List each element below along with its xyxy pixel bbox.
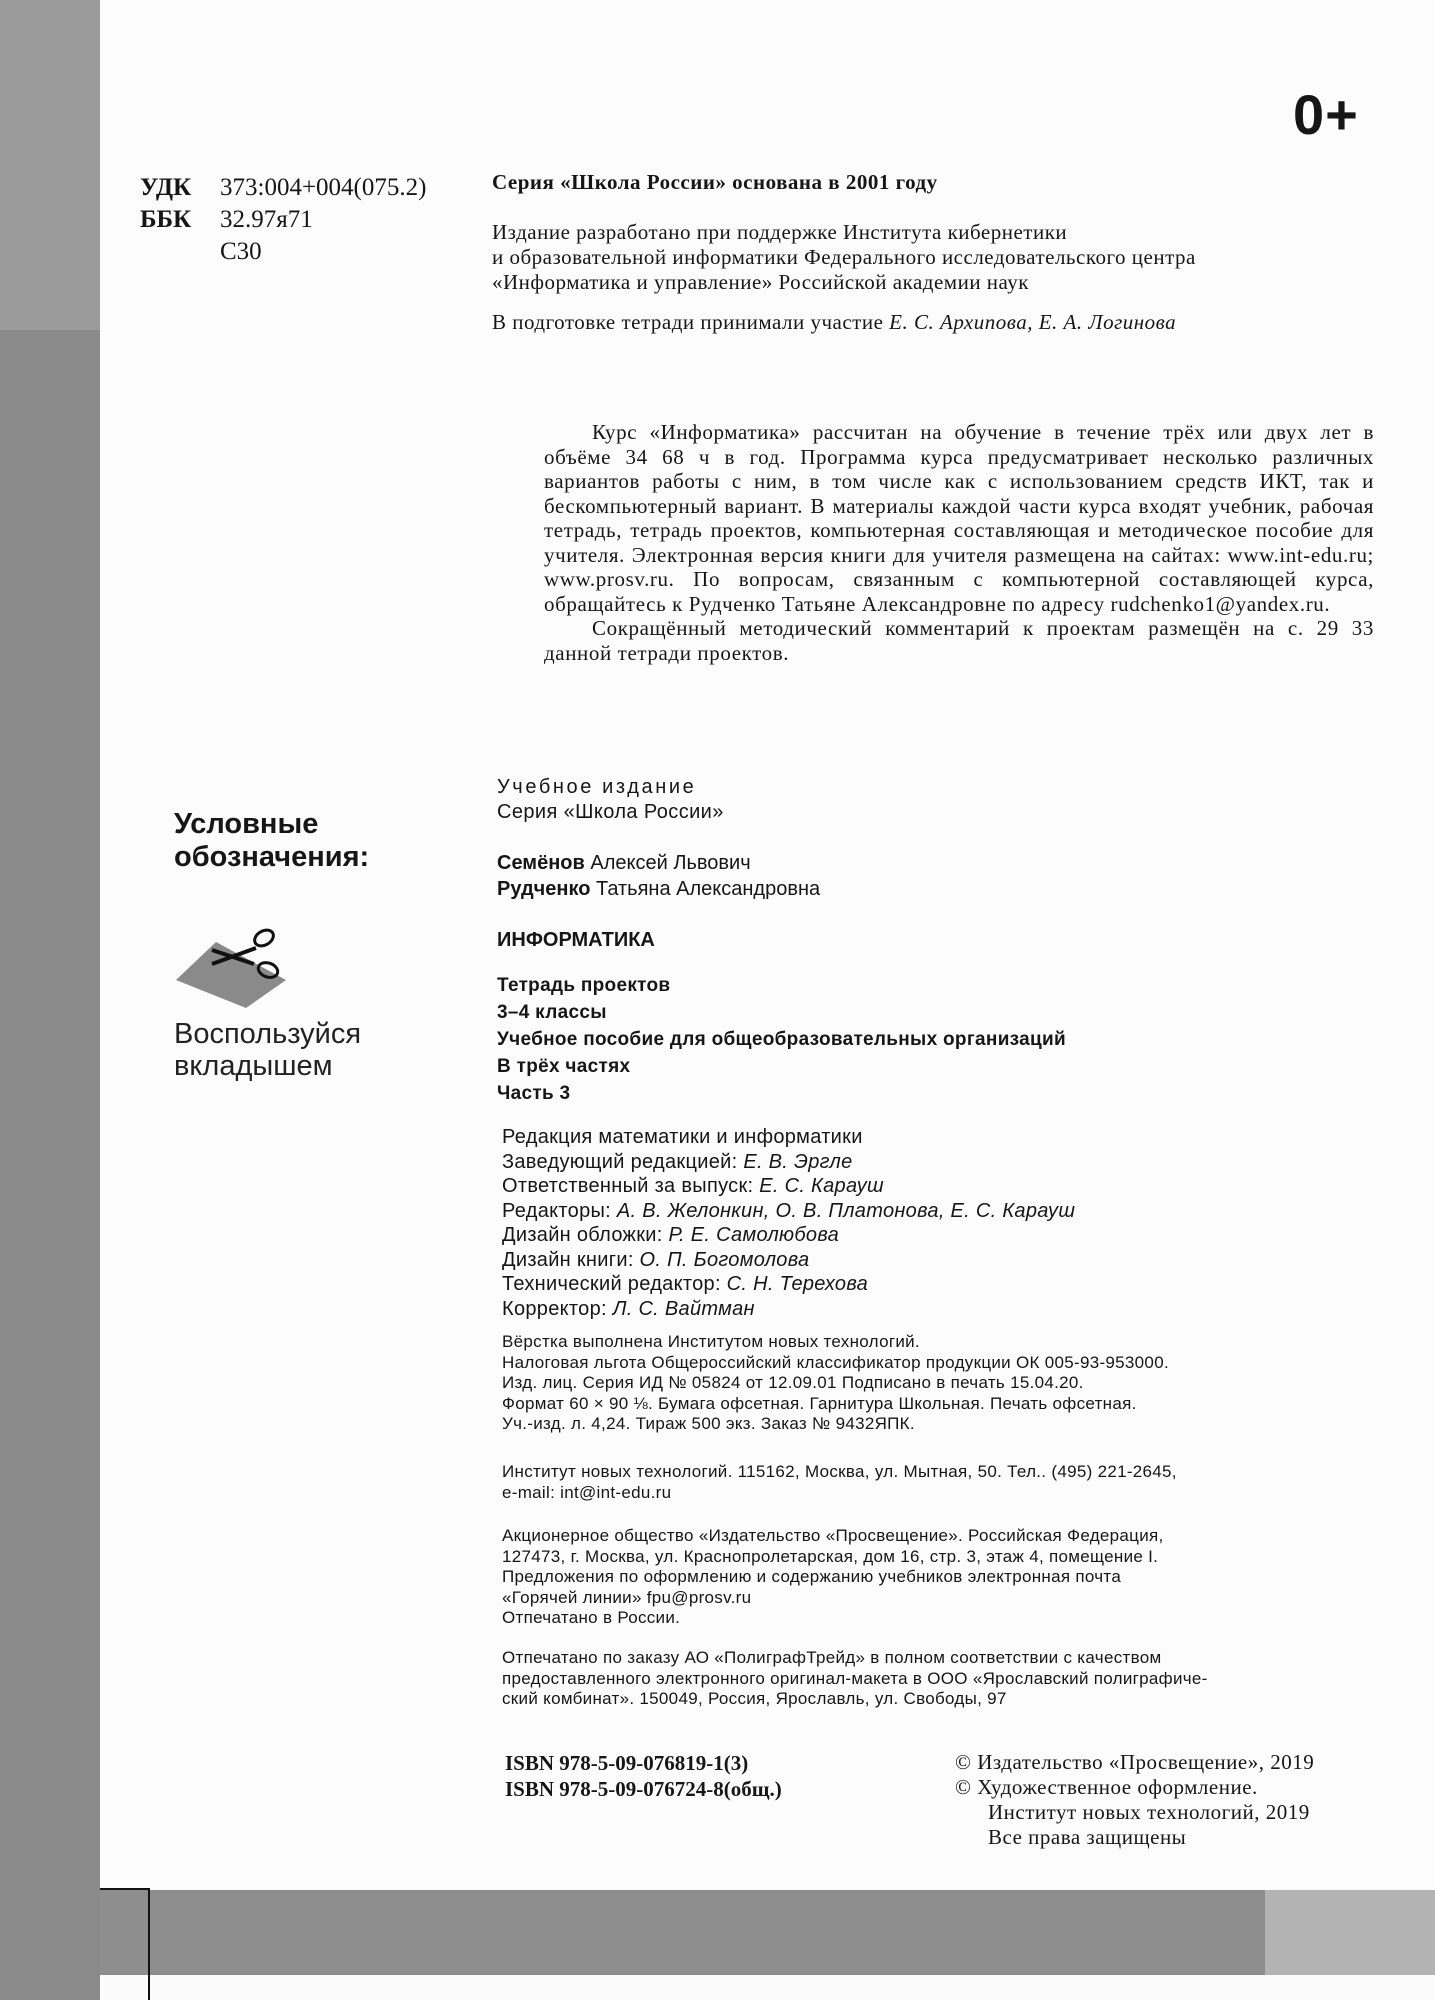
staff-role: Редакторы:: [502, 1199, 612, 1222]
legend-text-line: Воспользуйся: [174, 1018, 362, 1050]
staff-row: [502, 1223, 1075, 1248]
author-name: Алексей Львович: [590, 852, 751, 874]
staff-row: [502, 1199, 1075, 1224]
bottom-gray-band: [100, 1890, 1435, 1975]
staff-names: Л. С. Вайтман: [612, 1297, 755, 1320]
print-line: Уч.-изд. л. 4,24. Тираж 500 экз. Заказ № 9432ЯПК.: [502, 1414, 915, 1433]
publisher-line: Отпечатано в России.: [502, 1608, 681, 1627]
publisher-info: [502, 1526, 1362, 1629]
bbk-key: ББК: [140, 206, 192, 233]
course-paragraph: Курс «Информатика» рассчитан на обучение в течение трёх или двух лет в объёме 34 68 ч в год. Программа курса предусматривает несколько различных вариантов работы с ним, в том числе как с использованием средств ИКТ, так и бескомпьютерный вариант. В материалы каждой части курса входят учебник, рабочая тетрадь, тетрадь проектов, компьютерная составляющая и методическое пособие для учителя. Электронная версия книги для учителя размещена на сайтах: www.int-edu.ru; www.prosv.ru. По вопросам, связанным с компьютерной составляющей курса, обращайтесь к Рудченко Татьяне Александровне по адресу rudchenko1@yandex.ru.: [544, 420, 1374, 616]
print-info: [502, 1332, 1362, 1435]
staff-names: Р. Е. Самолюбова: [668, 1224, 840, 1246]
staff-row: [502, 1248, 1075, 1273]
legend-title-line: обозначения:: [174, 841, 370, 873]
author: [497, 850, 820, 876]
udk-row: [140, 172, 426, 204]
edition-type: Учебное издание: [497, 776, 697, 798]
bbk-value: 32.97я71: [220, 206, 313, 233]
print-line: Изд. лиц. Серия ИД № 05824 от 12.09.01 Подписано в печать 15.04.20.: [502, 1373, 1084, 1392]
staff-role: Дизайн книги:: [502, 1248, 634, 1271]
editorial-staff: [502, 1125, 1075, 1321]
edition-header: [497, 775, 724, 825]
legend-text-line: вкладышем: [174, 1050, 333, 1082]
staff-names: А. В. Желонкин, О. В. Платонова, Е. С. Карауш: [616, 1199, 1076, 1222]
staff-role: Ответственный за выпуск:: [502, 1175, 754, 1197]
crop-mark-horizontal: [100, 1888, 150, 1890]
staff-role: Заведующий редакцией:: [502, 1150, 738, 1173]
legend-title-line: Условные: [174, 808, 319, 840]
participants-note: [492, 310, 1176, 335]
bottom-gray-band-end: [1265, 1890, 1435, 1975]
book-title: ИНФОРМАТИКА: [497, 929, 655, 951]
subtitle-line: В трёх частях: [497, 1056, 631, 1077]
subtitle-line: Учебное пособие для общеобразовательных организаций: [497, 1029, 1066, 1050]
print-line: Формат 60 × 90 ⅛. Бумага офсетная. Гарнитура Школьная. Печать офсетная.: [502, 1393, 1137, 1413]
publisher-line: Предложения по оформлению и содержанию учебников электронная почта: [502, 1567, 1122, 1586]
order-line: ский комбинат». 150049, Россия, Ярославль, ул. Свободы, 97: [502, 1689, 1007, 1708]
subtitle-line: 3–4 классы: [497, 1002, 607, 1023]
copyright-line: Все права защищены: [988, 1825, 1187, 1849]
participants-names: Е. С. Архипова, Е. А. Логинова: [889, 310, 1177, 334]
book-subtitle: [497, 972, 1066, 1107]
institute-line: Институт новых технологий. 115162, Москва, ул. Мытная, 50. Тел.. (495) 221-2645,: [502, 1462, 1177, 1481]
print-line: Вёрстка выполнена Институтом новых технологий.: [502, 1332, 920, 1351]
staff-row: [502, 1272, 1075, 1297]
development-note: [492, 220, 1352, 295]
udk-value: 373:004+004(075.2): [220, 174, 427, 201]
order-line: Отпечатано по заказу АО «ПолиграфТрейд» в полном соответствии с качеством: [502, 1648, 1162, 1667]
course-paragraph: Сокращённый методический комментарий к проектам размещён на с. 29 33 данной тетради проектов.: [544, 616, 1374, 665]
participants-prefix: В подготовке тетради принимали участие: [492, 310, 884, 334]
author-surname: Рудченко: [497, 878, 591, 900]
author-name: Татьяна Александровна: [596, 878, 821, 900]
staff-row: [502, 1125, 1075, 1150]
author: [497, 876, 820, 902]
copyright-line: © Художественное оформление.: [955, 1775, 1258, 1799]
isbn-line: ISBN 978-5-09-076819-1(3): [505, 1751, 749, 1775]
edition-series: Серия «Школа России»: [497, 801, 724, 823]
staff-names: Е. В. Эргле: [743, 1150, 853, 1173]
author-surname: Семёнов: [497, 852, 585, 874]
staff-row: [502, 1150, 1075, 1175]
legend-title: [174, 808, 369, 874]
development-line: «Информатика и управление» Российской академии наук: [492, 270, 1030, 294]
course-description: [544, 420, 1374, 665]
staff-role: Корректор:: [502, 1297, 607, 1320]
scissors-icon: [176, 920, 292, 1010]
copyright-block: [955, 1750, 1314, 1850]
institute-line: e-mail: int@int-edu.ru: [502, 1482, 672, 1502]
udk-key: УДК: [140, 174, 192, 201]
isbn-line: ISBN 978-5-09-076724-8(общ.): [505, 1777, 782, 1801]
staff-row: [502, 1174, 1075, 1199]
bbk-row: [140, 204, 426, 236]
isbn-block: [505, 1750, 782, 1802]
staff-row: [502, 1297, 1075, 1322]
publisher-line: Акционерное общество «Издательство «Просвещение». Российская Федерация,: [502, 1526, 1164, 1545]
copyright-line: © Издательство «Просвещение», 2019: [955, 1750, 1315, 1774]
crop-mark-vertical: [148, 1890, 150, 2000]
legend-description: [174, 1018, 361, 1082]
institute-info: [502, 1462, 1362, 1503]
development-line: и образовательной информатики Федерального исследовательского центра: [492, 245, 1196, 269]
publisher-line: 127473, г. Москва, ул. Краснопролетарская, дом 16, стр. 3, этаж 4, помещение I.: [502, 1546, 1159, 1566]
author-mark-row: [140, 236, 426, 268]
subtitle-line: Тетрадь проектов: [497, 975, 671, 996]
series-note: Серия «Школа России» основана в 2001 году: [492, 170, 938, 194]
print-line: Налоговая льгота Общероссийский классификатор продукции ОК 005-93-953000.: [502, 1352, 1169, 1372]
order-line: предоставленного электронного оригинал-макета в ООО «Ярославский полиграфиче-: [502, 1668, 1208, 1688]
staff-names: О. П. Богомолова: [639, 1248, 810, 1271]
udk-block: [140, 172, 426, 268]
printing-order: [502, 1648, 1362, 1710]
staff-role: Технический редактор:: [502, 1273, 721, 1295]
authors-list: [497, 850, 820, 902]
author-mark-value: С30: [220, 238, 262, 265]
staff-names: С. Н. Терехова: [726, 1273, 869, 1295]
staff-role: Дизайн обложки:: [502, 1224, 663, 1246]
copyright-line: Институт новых технологий, 2019: [988, 1800, 1310, 1824]
subtitle-line: Часть 3: [497, 1083, 571, 1104]
age-rating: 0+: [1293, 83, 1359, 146]
publisher-line: «Горячей линии» fpu@prosv.ru: [502, 1587, 752, 1607]
left-gray-band-top: [0, 0, 100, 330]
staff-role: Редакция математики и информатики: [502, 1126, 863, 1148]
staff-names: Е. С. Карауш: [759, 1175, 884, 1197]
development-line: Издание разработано при поддержке Института кибернетики: [492, 220, 1068, 244]
